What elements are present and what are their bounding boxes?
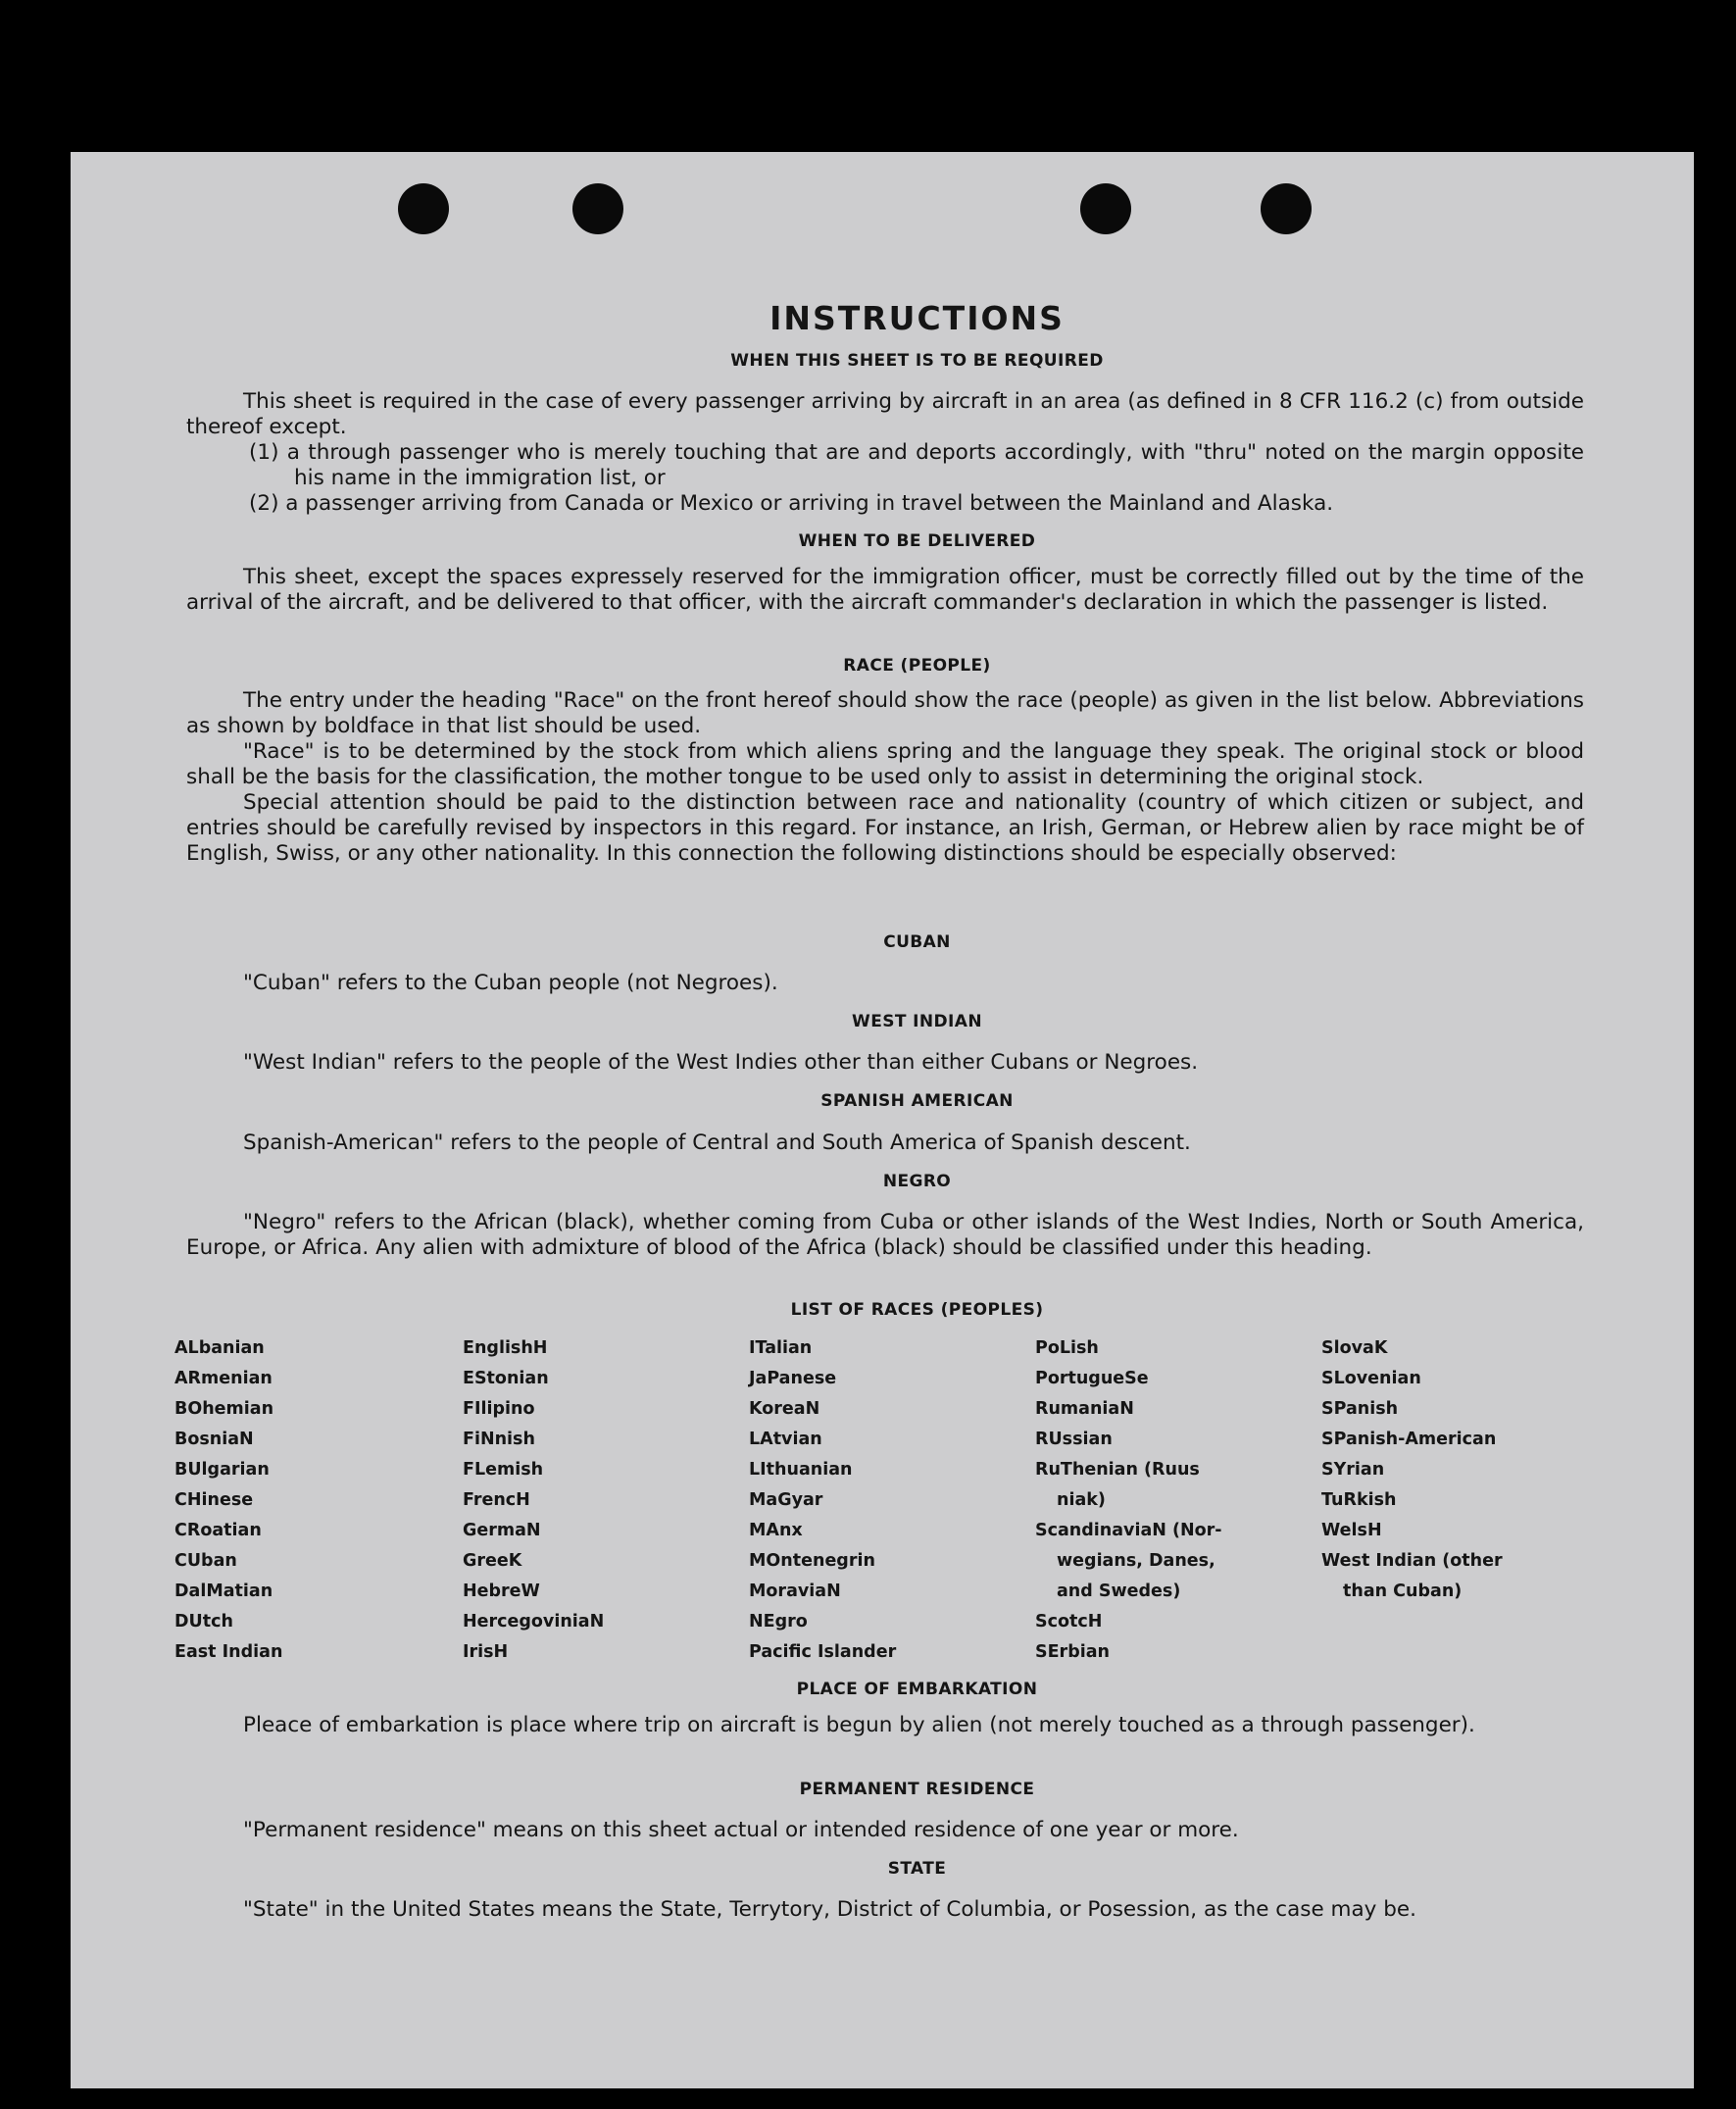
race-item: JaPanese [749, 1369, 837, 1388]
race-item: MOntenegrin [749, 1551, 875, 1571]
page-title: INSTRUCTIONS [769, 299, 1065, 337]
race-item: BUlgarian [174, 1460, 270, 1480]
race-item: HebreW [463, 1582, 540, 1601]
race-item: KoreaN [749, 1399, 820, 1419]
embarkation-text: Pleace of embarkation is place where trip on aircraft is begun by alien (not merely touched as a through passenger). [243, 1713, 1475, 1737]
race-item: CUban [174, 1551, 237, 1571]
negro-text: "Negro" refers to the African (black), whether coming from Cuba or other islands of the West Indies, North or South America, Europe, or Africa. Any alien with admixture of blood of the Africa (black) should be classified under this heading. [186, 1210, 1584, 1260]
race-item: than Cuban) [1343, 1582, 1463, 1601]
race-item: MAnx [749, 1521, 803, 1540]
race-paragraph-1: The entry under the heading "Race" on the front hereof should show the race (people) as given in the list below. Abbreviations as shown by boldface in that list should be used. [186, 688, 1584, 738]
state-text: "State" in the United States means the State, Terrytory, District of Columbia, or Posession, as the case may be. [243, 1897, 1416, 1922]
race-item: SlovaK [1321, 1338, 1388, 1358]
race-item: MaGyar [749, 1490, 823, 1510]
race-item: IrisH [463, 1642, 509, 1662]
race-item: West Indian (other [1321, 1551, 1503, 1571]
race-item: SPanish [1321, 1399, 1399, 1419]
race-item: and Swedes) [1057, 1582, 1181, 1601]
section-heading-race-list: LIST OF RACES (PEOPLES) [790, 1300, 1044, 1320]
section-heading-state: STATE [887, 1859, 947, 1879]
punch-hole [1080, 183, 1131, 234]
race-item: niak) [1057, 1490, 1106, 1510]
race-item: ALbanian [174, 1338, 265, 1358]
race-list-column [463, 1333, 747, 1668]
race-item: ScotcH [1035, 1612, 1103, 1632]
race-item: RumaniaN [1035, 1399, 1134, 1419]
embarkation-section [186, 1713, 1584, 1738]
race-paragraph-3: Special attention should be paid to the distinction between race and nationality (country of which citizen or subject, and entries should be carefully revised by inspectors in this regard. For instance, an Irish, German, or Hebrew alien by race might be of English, Swiss, or any other nationality. In this connection the following distinctions should be especially observed: [186, 790, 1584, 866]
race-item: NEgro [749, 1612, 808, 1632]
race-item: ITalian [749, 1338, 813, 1358]
race-item: SPanish-American [1321, 1430, 1497, 1449]
race-item: LAtvian [749, 1430, 822, 1449]
race-item: Pacific Islander [749, 1642, 897, 1662]
race-item: ARmenian [174, 1369, 273, 1388]
race-item: PortugueSe [1035, 1369, 1149, 1388]
race-item: RuThenian (Ruus [1035, 1460, 1200, 1480]
race-item: FrencH [463, 1490, 530, 1510]
section-heading-spanish-american: SPANISH AMERICAN [820, 1091, 1014, 1111]
race-item: CRoatian [174, 1521, 262, 1540]
when-required-item-2: (2) a passenger arriving from Canada or Mexico or arriving in travel between the Mainland and Alaska. [249, 491, 1334, 516]
race-item: wegians, Danes, [1057, 1551, 1215, 1571]
race-item: GreeK [463, 1551, 522, 1571]
race-item: LIthuanian [749, 1460, 853, 1480]
race-list-column [749, 1333, 1033, 1668]
spanish-american-section [186, 1130, 1584, 1156]
race-item: DalMatian [174, 1582, 273, 1601]
race-item: WelsH [1321, 1521, 1382, 1540]
section-heading-negro: NEGRO [882, 1172, 952, 1191]
race-item: FIlipino [463, 1399, 535, 1419]
when-required-item-1: (1) a through passenger who is merely touching that are and deports accordingly, with "thru" noted on the margin opposite his name in the immigration list, or [249, 440, 1584, 490]
race-item: FLemish [463, 1460, 544, 1480]
when-delivered-section [186, 565, 1584, 616]
cuban-text: "Cuban" refers to the Cuban people (not Negroes). [243, 971, 778, 995]
spanish-american-text: Spanish-American" refers to the people of Central and South America of Spanish descent. [243, 1130, 1191, 1155]
race-list-column [1321, 1333, 1606, 1607]
section-heading-cuban: CUBAN [883, 932, 951, 952]
race-item: DUtch [174, 1612, 233, 1632]
residence-section [186, 1818, 1584, 1843]
race-item: HercegoviniaN [463, 1612, 605, 1632]
state-section [186, 1897, 1584, 1923]
race-item: BosniaN [174, 1430, 254, 1449]
cuban-section [186, 971, 1584, 996]
punch-hole [398, 183, 449, 234]
race-list-column [174, 1333, 459, 1668]
race-item: RUssian [1035, 1430, 1113, 1449]
section-heading-when-required: WHEN THIS SHEET IS TO BE REQUIRED [730, 351, 1104, 371]
section-heading-embarkation: PLACE OF EMBARKATION [796, 1680, 1038, 1699]
race-item: SYrian [1321, 1460, 1385, 1480]
section-heading-race: RACE (PEOPLE) [843, 656, 991, 676]
race-item: BOhemian [174, 1399, 274, 1419]
race-item: TuRkish [1321, 1490, 1397, 1510]
residence-text: "Permanent residence" means on this sheet actual or intended residence of one year or more. [243, 1818, 1239, 1842]
negro-section [186, 1210, 1584, 1261]
race-item: SErbian [1035, 1642, 1110, 1662]
race-item: FiNnish [463, 1430, 535, 1449]
race-item: East Indian [174, 1642, 283, 1662]
when-required-intro: This sheet is required in the case of every passenger arriving by aircraft in an area (as defined in 8 CFR 116.2 (c) from outside thereof except. [186, 389, 1584, 439]
race-section [186, 688, 1584, 867]
race-item: GermaN [463, 1521, 541, 1540]
section-heading-west-indian: WEST INDIAN [852, 1012, 982, 1031]
race-paragraph-2: "Race" is to be determined by the stock from which aliens spring and the language they speak. The original stock or blood shall be the basis for the classification, the mother tongue to be used only to assist in determining the original stock. [186, 739, 1584, 789]
race-item: SLovenian [1321, 1369, 1421, 1388]
race-list-column [1035, 1333, 1319, 1668]
race-item: MoraviaN [749, 1582, 841, 1601]
when-required-section [186, 389, 1584, 517]
section-heading-residence: PERMANENT RESIDENCE [799, 1780, 1035, 1799]
race-item: EStonian [463, 1369, 549, 1388]
race-item: EnglishH [463, 1338, 548, 1358]
race-list [174, 1333, 1547, 1667]
race-item: ScandinaviaN (Nor- [1035, 1521, 1222, 1540]
punch-hole [1261, 183, 1312, 234]
west-indian-text: "West Indian" refers to the people of the West Indies other than either Cubans or Negroes. [243, 1050, 1199, 1075]
punch-hole [572, 183, 623, 234]
race-item: PoLish [1035, 1338, 1099, 1358]
section-heading-when-delivered: WHEN TO BE DELIVERED [798, 531, 1036, 551]
race-item: CHinese [174, 1490, 254, 1510]
when-delivered-text: This sheet, except the spaces expressely reserved for the immigration officer, must be correctly filled out by the time of the arrival of the aircraft, and be delivered to that officer, with the aircraft commander's declaration in which the passenger is listed. [186, 565, 1584, 615]
west-indian-section [186, 1050, 1584, 1076]
